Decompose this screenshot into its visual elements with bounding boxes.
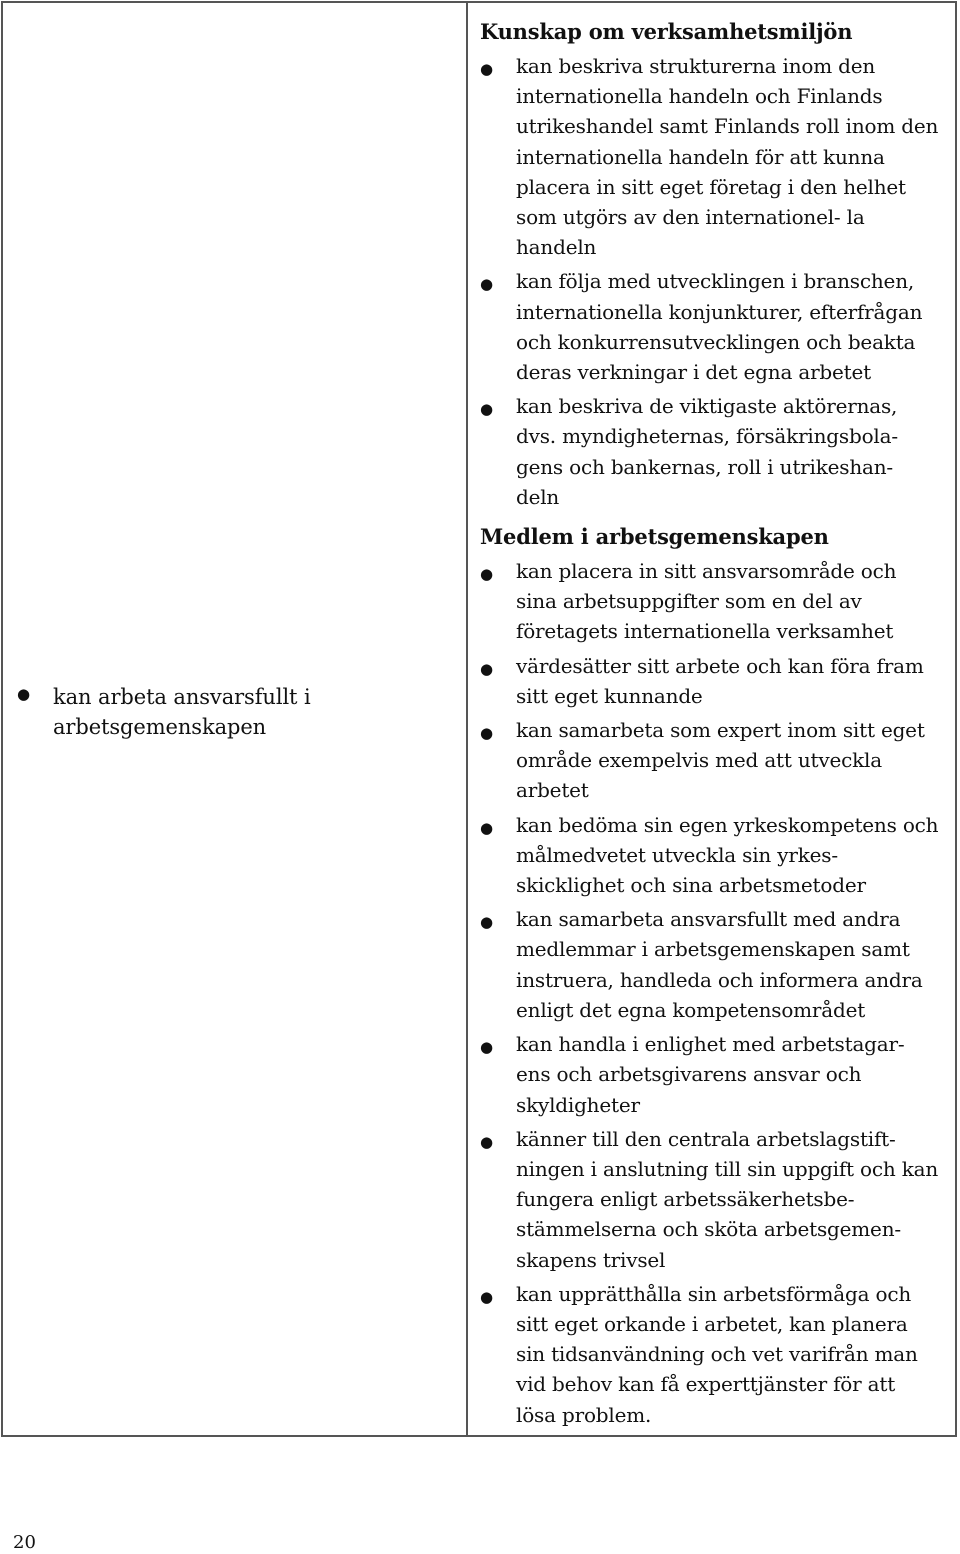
- right-column: [468, 3, 955, 1435]
- list-item: [480, 266, 941, 387]
- competency-table: [1, 1, 957, 1437]
- list-item: [480, 1124, 941, 1275]
- list-item-text: kan samarbeta som expert inom sitt eget område exempelvis med att utveckla arbetet: [516, 718, 925, 803]
- bullet-icon: ●: [480, 275, 493, 294]
- bullet-icon: ●: [480, 400, 493, 419]
- list-item: [480, 1029, 941, 1120]
- list-item: [480, 904, 941, 1025]
- list-item-text: värdesätter sitt arbete och kan föra fram sitt eget kunnande: [516, 653, 924, 708]
- list-item: [480, 715, 941, 806]
- bullet-icon: ●: [480, 60, 493, 78]
- left-column: [3, 3, 468, 1435]
- bullet-icon: ●: [17, 684, 31, 703]
- section-title-verksamhetsmiljon: Kunskap om verksamhetsmiljön: [480, 19, 853, 44]
- list-item-text: kan upprätthålla sin arbetsförmåga och sitt eget orkande i arbetet, kan planera sin tidsanvändning och vet varifrån man vid behov kan få experttjänster för att lösa problem.: [516, 1281, 918, 1427]
- list-item: [480, 651, 941, 711]
- list-item: [480, 556, 941, 647]
- list-verksamhetsmiljon: [480, 51, 941, 512]
- bullet-icon: ●: [480, 659, 493, 678]
- list-item-text: kan samarbeta ansvarsfullt med andra medlemmar i arbetsgemenskapen samt instruera, handleda och informera andra enligt det egna kompetensområdet: [516, 907, 923, 1022]
- page-number: 20: [13, 1532, 36, 1553]
- list-item-text: kan placera in sitt ansvarsområde och sina arbetsuppgifter som en del av företagets internationella verksamhet: [516, 559, 897, 644]
- list-item: [480, 1279, 941, 1430]
- bullet-icon: ●: [480, 1287, 493, 1306]
- list-item: [480, 810, 941, 901]
- bullet-icon: ●: [480, 913, 493, 932]
- list-item: [480, 391, 941, 512]
- bullet-icon: ●: [480, 1132, 493, 1151]
- left-item-text: kan arbeta ansvarsfullt i arbetsgemenskapen: [53, 684, 311, 739]
- bullet-icon: ●: [480, 818, 493, 837]
- left-list-item: [17, 682, 313, 742]
- list-item-text: kan beskriva strukturerna inom den internationella handeln och Finlands utrikeshandel samt Finlands roll inom den internationella handeln för att kunna placera in sitt eget företag i den helhet som utgörs av den internationel- la handeln: [516, 54, 939, 260]
- list-item: [480, 51, 941, 262]
- list-item-text: kan beskriva de viktigaste aktörernas, dvs. myndigheternas, försäkringsbola- gens och bankernas, roll i utrikeshan- deln: [516, 394, 898, 509]
- list-item-text: kan bedöma sin egen yrkeskompetens och målmedvetet utveckla sin yrkes- skicklighet och sina arbetsmetoder: [516, 812, 939, 898]
- list-item-text: kan följa med utvecklingen i branschen, internationella konjunkturer, efterfrågan och konkurrensutvecklingen och beakta deras verkningar i det egna arbetet: [516, 269, 923, 385]
- list-item-text: känner till den centrala arbetslagstift- ningen i anslutning till sin uppgift och kan fungera enligt arbetssäkerhetsbe- stämmelserna och sköta arbetsgemen- skapens trivsel: [516, 1126, 939, 1272]
- list-arbetsgemenskapen: [480, 556, 941, 1430]
- bullet-icon: ●: [480, 1038, 493, 1057]
- bullet-icon: ●: [480, 565, 493, 584]
- section-title-arbetsgemenskapen: Medlem i arbetsgemenskapen: [480, 524, 829, 550]
- list-item-text: kan handla i enlighet med arbetstagar- ens och arbetsgivarens ansvar och skyldigheter: [516, 1032, 905, 1117]
- bullet-icon: ●: [480, 724, 493, 743]
